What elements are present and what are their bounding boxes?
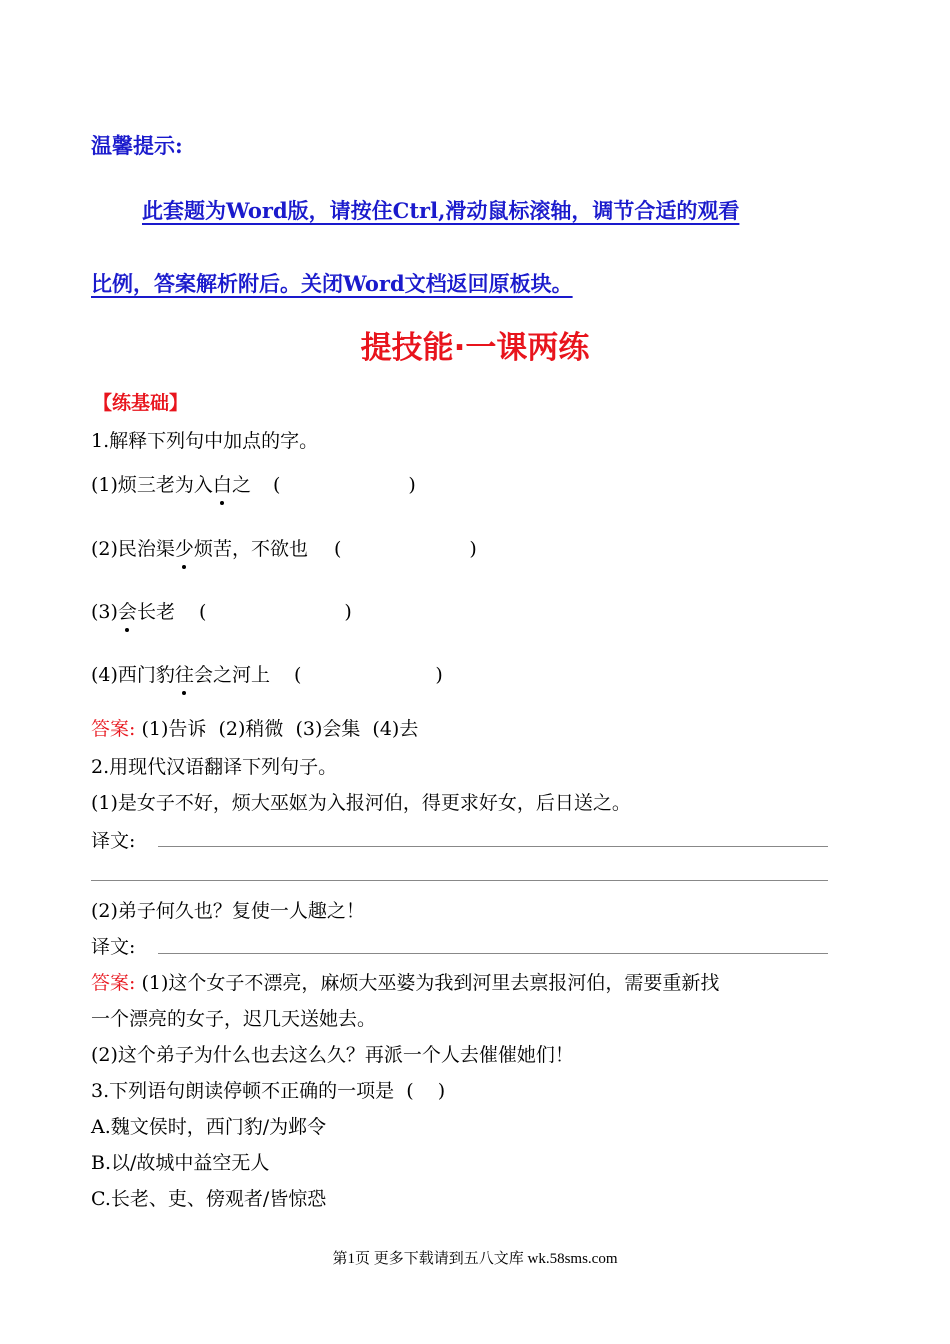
q2-translate-label-1: 译文:: [91, 830, 136, 852]
q2-stem: 2.用现代汉语翻译下列句子。: [91, 756, 338, 778]
q2-answer-1: 答案: (1)这个女子不漂亮，麻烦大巫婆为我到河里去禀报河伯，需要重新找: [91, 972, 720, 994]
answer-blank-close: ): [469, 538, 477, 560]
q1-item-3: (3)会长老 ( ): [91, 597, 352, 624]
translation-line: [158, 846, 828, 847]
q2-translate-label-2: 译文:: [91, 936, 136, 958]
q2-answer-1-cont: 一个漂亮的女子，迟几天送她去。: [91, 1008, 377, 1030]
answer-blank-close: ): [408, 474, 416, 496]
tip-title: 温馨提示:: [91, 133, 183, 158]
q1-answer: 答案: (1)告诉 (2)稍微 (3)会集 (4)去: [91, 718, 419, 740]
dotted-char: 往: [175, 660, 194, 687]
q1-stem: 1.解释下列句中加点的字。: [91, 430, 319, 452]
q1-item-4: (4)西门豹往会之河上 ( ): [91, 660, 443, 687]
tip-line-2: 比例，答案解析附后。关闭Word文档返回原板块。: [91, 271, 573, 296]
answer-blank-close: ): [344, 601, 352, 623]
page-footer: 第1页 更多下载请到五八文库 wk.58sms.com: [332, 1251, 618, 1267]
answer-blank-open: (: [333, 538, 342, 560]
section-heading: 【练基础】: [93, 392, 189, 414]
q2-sentence-2: (2)弟子何久也？复使一人趣之！: [91, 900, 365, 922]
q1-item-2: (2)民治渠少烦苦，不欲也 ( ): [91, 534, 477, 561]
q3-stem: 3.下列语句朗读停顿不正确的一项是 ( ): [91, 1080, 446, 1102]
q2-sentence-1: (1)是女子不好，烦大巫妪为入报河伯，得更求好女，后日送之。: [91, 792, 631, 814]
translation-line: [158, 953, 828, 954]
q1-item-1: (1)烦三老为入白之 ( ): [91, 470, 416, 497]
answer-blank-open: (: [198, 601, 207, 623]
tip-line-1: 此套题为Word版，请按住Ctrl,滑动鼠标滚轴，调节合适的观看: [142, 198, 740, 223]
q2-answer-2: (2)这个弟子为什么也去这么久？再派一个人去催催她们！: [91, 1044, 574, 1066]
dotted-char: 少: [175, 534, 194, 561]
page-title: 提技能·一课两练: [360, 330, 590, 366]
translation-line: [91, 880, 828, 881]
answer-blank-open: (: [272, 474, 281, 496]
q3-option-c: C.长老、吏、傍观者/皆惊恐: [91, 1188, 327, 1210]
answer-label: 答案:: [91, 972, 136, 994]
q3-option-a: A.魏文侯时，西门豹/为邺令: [91, 1116, 327, 1138]
answer-blank-close: ): [435, 664, 443, 686]
answer-blank-open: (: [293, 664, 302, 686]
answer-label: 答案:: [91, 718, 136, 740]
q3-option-b: B.以/故城中益空无人: [91, 1152, 270, 1174]
dotted-char: 会: [118, 597, 137, 624]
dotted-char: 白: [213, 470, 232, 497]
